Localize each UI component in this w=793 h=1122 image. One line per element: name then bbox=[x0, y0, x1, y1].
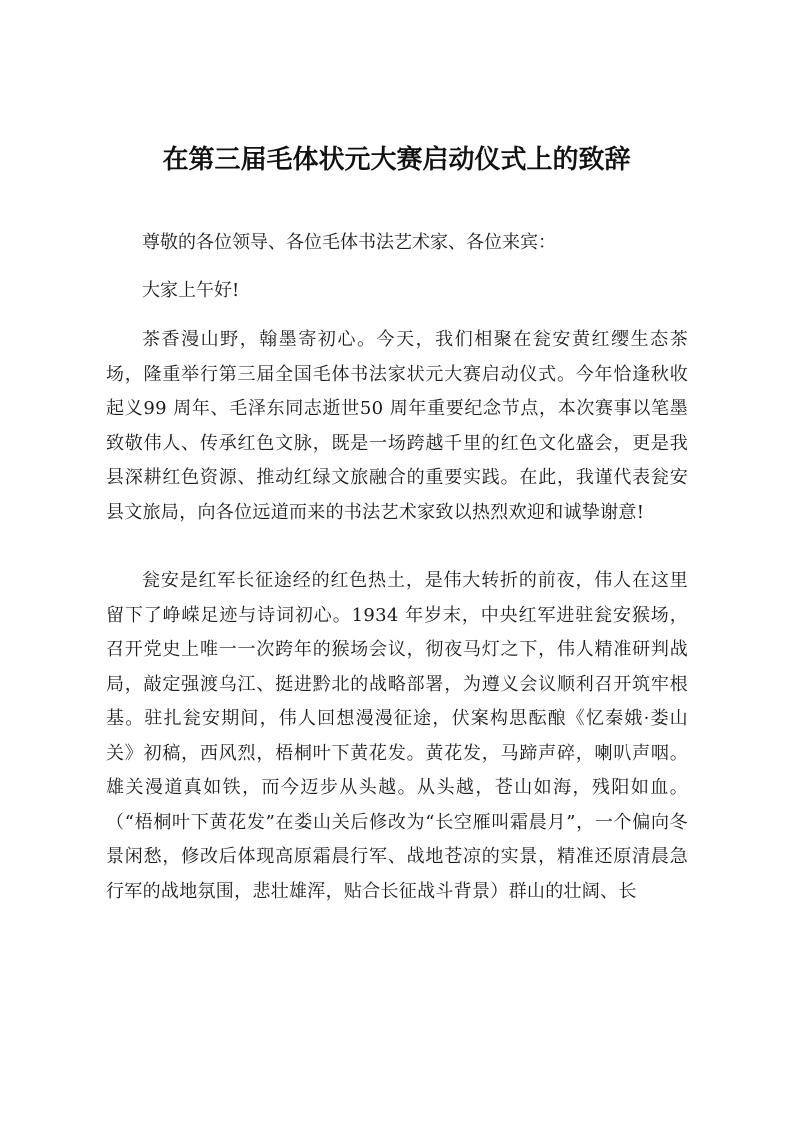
paragraph: 茶香漫山野，翰墨寄初心。今天，我们相聚在瓮安黄红缨生态茶场，隆重举行第三届全国毛体书法家状元大赛启动仪式。今年恰逢秋收起义99 周年、毛泽东同志逝世50 周年重要纪念节点，本次赛事以笔墨致敬伟人、传承红色文脉，既是一场跨越千里的红色文化盛会，更是我县深耕红色资源、推动红绿文旅融合的重要实践。在此，我谨代表瓮安县文旅局，向各位远道而来的书法艺术家致以热烈欢迎和诚挚谢意! bbox=[106, 329, 688, 523]
paragraph: 瓮安是红军长征途经的红色热土，是伟大转折的前夜，伟人在这里留下了峥嵘足迹与诗词初心。1934 年岁末，中央红军进驻瓮安猴场，召开党史上唯一一次跨年的猴场会议，彻夜马灯之下，伟人精准研判战局，敲定强渡乌江、挺进黔北的战略部署，为遵义会议顺利召开筑牢根基。驻扎瓮安期间，伟人回想漫漫征途，伏案构思酝酿《忆秦娥·娄山关》初稿，西风烈，梧桐叶下黄花发。黄花发，马蹄声碎，喇叭声咽。雄关漫道真如铁，而今迈步从头越。从头越，苍山如海，残阳如血。（“梧桐叶下黄花发”在娄山关后修改为“长空雁叫霜晨月”，一个偏向冬景闲愁，修改后体现高原霜晨行军、战地苍凉的实景，精准还原清晨急行军的战地氛围，悲壮雄浑，贴合长征战斗背景）群山的壮阔、长 bbox=[106, 570, 688, 902]
document-title: 在第三届毛体状元大赛启动仪式上的致辞 bbox=[162, 145, 631, 175]
greeting: 大家上午好! bbox=[142, 280, 240, 301]
salutation: 尊敬的各位领导、各位毛体书法艺术家、各位来宾： bbox=[142, 232, 556, 253]
